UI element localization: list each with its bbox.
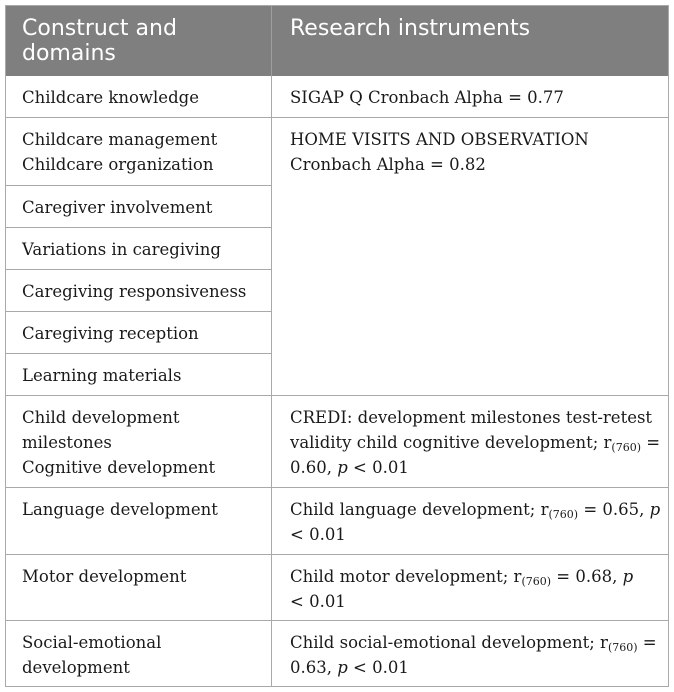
cell-caregiving-responsiveness: Caregiving responsiveness bbox=[6, 270, 272, 312]
table-header bbox=[6, 6, 668, 76]
cell-child-motor: Child motor development; $r_{(760)} = 0.68$, p < 0.01 bbox=[272, 555, 668, 621]
cell-child-social-emotional: Child social-emotional development; $r_{(760)}$ = 0.63, p < 0.01 bbox=[290, 633, 657, 677]
cell-caregiving-reception: Caregiving reception bbox=[6, 312, 272, 354]
cell-caregiver-involvement: Caregiver involvement bbox=[6, 186, 272, 228]
cell-motor-development: Motor development bbox=[6, 555, 272, 621]
cell-language-development: Language development bbox=[6, 488, 272, 555]
header-construct bbox=[6, 6, 272, 76]
cell-child-development-milestones: Child development milestones Cognitive development bbox=[6, 396, 272, 488]
header-instruments: Research instruments bbox=[290, 16, 531, 41]
cell-learning-materials: Learning materials bbox=[6, 354, 272, 396]
cell-child-language: Child language development; $r_{(760)} = 0.65$, p < 0.01 bbox=[272, 488, 668, 555]
cell-variations-caregiving: Variations in caregiving bbox=[6, 228, 272, 270]
cell-sigap-q: SIGAP Q Cronbach Alpha = 0.77 bbox=[272, 76, 668, 118]
research-instruments-table bbox=[5, 5, 669, 687]
cell-social-emotional-development: Social-emotional development bbox=[6, 621, 272, 686]
header-construct-line1: Construct and bbox=[22, 16, 177, 41]
cell-home-visits: HOME VISITS AND OBSERVATION Cronbach Alpha = 0.82 bbox=[272, 118, 668, 396]
cell-childcare-management: Childcare management Childcare organization bbox=[6, 118, 272, 186]
cell-childcare-knowledge: Childcare knowledge bbox=[6, 76, 272, 118]
header-construct-line2: domains bbox=[22, 41, 116, 66]
cell-credi-milestones: CREDI: development milestones test-retest validity child cognitive development; $r_{(760)}$ = 0.60, p < 0.01 bbox=[272, 396, 668, 488]
